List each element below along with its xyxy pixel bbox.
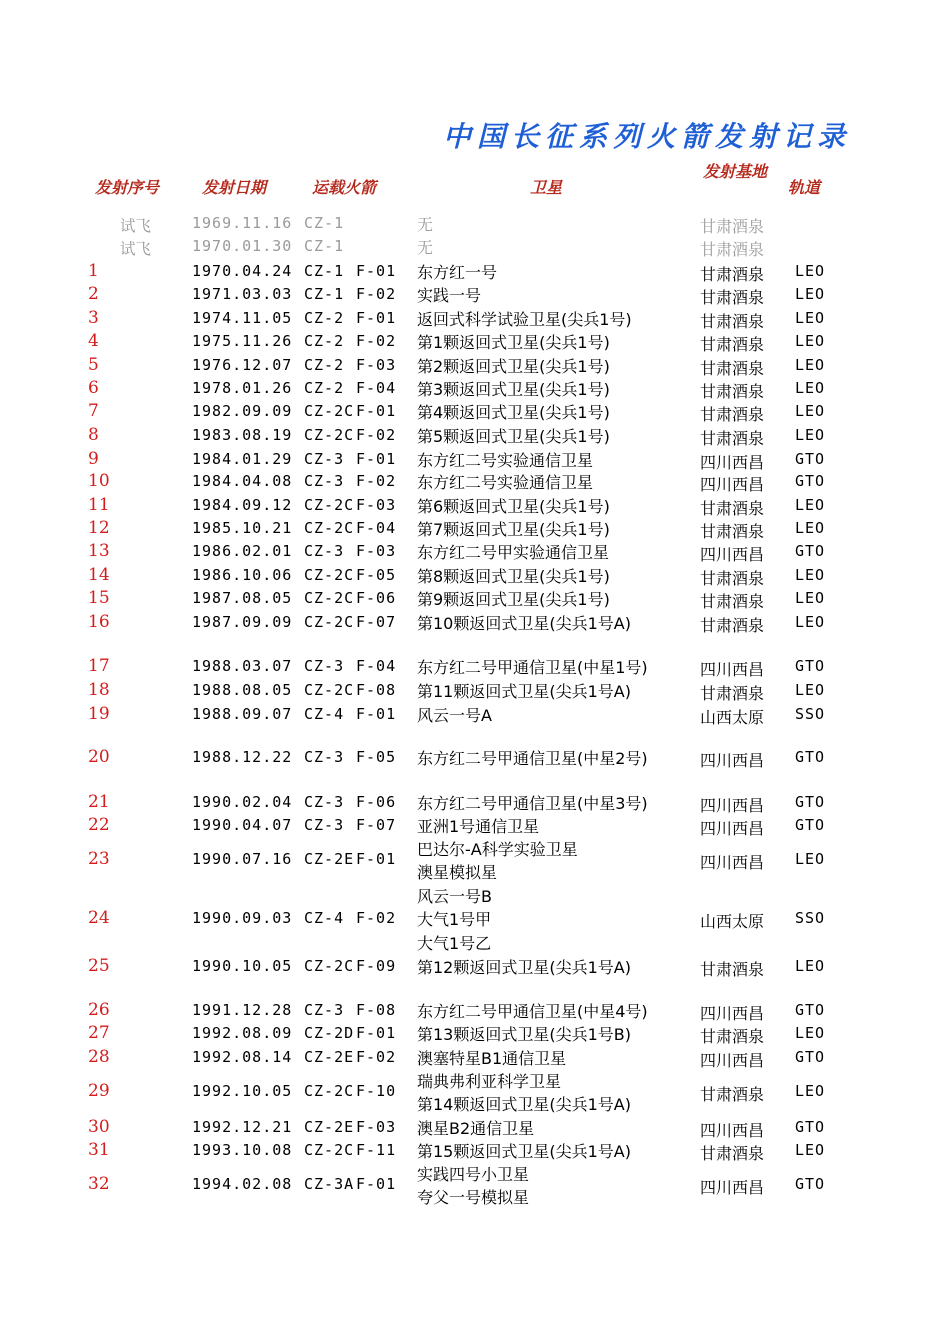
seq-cell: 27	[88, 1023, 110, 1043]
seq-cell: 20	[88, 747, 110, 767]
base-cell: 四川西昌	[700, 545, 765, 564]
header-satellite: 卫星	[530, 178, 563, 197]
rocket-cell: CZ-2E	[304, 1118, 355, 1136]
seq-cell: 5	[88, 355, 99, 375]
satellite-cell: 第10颗返回式卫星(尖兵1号A)	[417, 614, 631, 634]
seq-cell: 10	[88, 471, 110, 491]
date-cell: 1992.08.14	[192, 1048, 293, 1066]
satellite-cell: 风云一号B	[417, 887, 492, 907]
satellite-cell: 大气1号乙	[417, 933, 492, 953]
date-cell: 1974.11.05	[192, 309, 293, 327]
date-cell: 1992.10.05	[192, 1082, 293, 1100]
rocket-cell: CZ-4	[304, 705, 345, 723]
flight-cell: F-03	[356, 356, 397, 374]
flight-cell: F-06	[356, 793, 397, 811]
seq-cell: 8	[88, 425, 99, 445]
date-cell: 1990.10.05	[192, 957, 293, 975]
satellite-cell: 实践一号	[417, 286, 482, 306]
flight-cell: F-02	[356, 332, 397, 350]
satellite-cell: 东方红二号甲通信卫星(中星2号)	[417, 749, 648, 769]
base-cell: 甘肃酒泉	[700, 1144, 765, 1163]
orbit-cell: GTO	[795, 793, 826, 811]
base-cell: 甘肃酒泉	[700, 1085, 765, 1104]
header-rocket: 运载火箭	[312, 178, 377, 197]
flight-cell: F-01	[356, 1024, 397, 1042]
rocket-cell: CZ-3	[304, 657, 345, 675]
satellite-cell: 夸父一号模拟星	[417, 1188, 530, 1207]
rocket-cell: CZ-3A	[304, 1175, 355, 1193]
satellite-cell: 第14颗返回式卫星(尖兵1号A)	[417, 1095, 631, 1114]
rocket-cell: CZ-2	[304, 379, 345, 397]
base-cell: 甘肃酒泉	[700, 616, 765, 635]
flight-cell: F-01	[356, 450, 397, 468]
base-cell: 四川西昌	[700, 796, 765, 815]
orbit-cell: GTO	[795, 657, 826, 675]
rocket-cell: CZ-2D	[304, 1024, 355, 1042]
rocket-cell: CZ-2C	[304, 519, 355, 537]
orbit-cell: LEO	[795, 850, 826, 868]
rocket-cell: CZ-2C	[304, 1082, 355, 1100]
flight-cell: F-04	[356, 519, 397, 537]
base-cell: 甘肃酒泉	[700, 288, 765, 307]
base-cell: 甘肃酒泉	[700, 217, 765, 236]
seq-cell: 7	[88, 401, 99, 421]
flight-cell: F-02	[356, 1048, 397, 1066]
flight-cell: F-10	[356, 1082, 397, 1100]
seq-cell: 2	[88, 284, 99, 304]
base-cell: 四川西昌	[700, 1051, 765, 1070]
satellite-cell: 第4颗返回式卫星(尖兵1号)	[417, 403, 610, 423]
base-cell: 甘肃酒泉	[700, 592, 765, 611]
date-cell: 1988.08.05	[192, 681, 293, 699]
flight-cell: F-06	[356, 589, 397, 607]
seq-cell: 1	[88, 261, 99, 281]
date-cell: 1984.09.12	[192, 496, 293, 514]
seq-cell: 26	[88, 1000, 110, 1020]
date-cell: 1990.04.07	[192, 816, 293, 834]
flight-cell: F-05	[356, 748, 397, 766]
orbit-cell: GTO	[795, 1001, 826, 1019]
orbit-cell: LEO	[795, 566, 826, 584]
seq-cell: 17	[88, 656, 110, 676]
rocket-cell: CZ-1	[304, 262, 345, 280]
base-cell: 四川西昌	[700, 853, 765, 872]
satellite-cell: 澳塞特星B1通信卫星	[417, 1049, 567, 1069]
rocket-cell: CZ-2C	[304, 426, 355, 444]
date-cell: 1990.09.03	[192, 909, 293, 927]
orbit-cell: GTO	[795, 1048, 826, 1066]
rocket-cell: CZ-1	[304, 237, 345, 255]
flight-cell: F-01	[356, 850, 397, 868]
satellite-cell: 返回式科学试验卫星(尖兵1号)	[417, 310, 632, 330]
base-cell: 甘肃酒泉	[700, 359, 765, 378]
flight-cell: F-08	[356, 1001, 397, 1019]
rocket-cell: CZ-2	[304, 309, 345, 327]
seq-cell: 19	[88, 704, 110, 724]
flight-cell: F-04	[356, 379, 397, 397]
orbit-cell: LEO	[795, 589, 826, 607]
flight-cell: F-03	[356, 1118, 397, 1136]
orbit-cell: GTO	[795, 1118, 826, 1136]
flight-cell: F-05	[356, 566, 397, 584]
satellite-cell: 第6颗返回式卫星(尖兵1号)	[417, 497, 610, 517]
flight-cell: F-01	[356, 1175, 397, 1193]
date-cell: 1970.04.24	[192, 262, 293, 280]
seq-cell: 22	[88, 815, 110, 835]
base-cell: 甘肃酒泉	[700, 684, 765, 703]
flight-cell: F-02	[356, 909, 397, 927]
satellite-cell: 第11颗返回式卫星(尖兵1号A)	[417, 682, 631, 702]
date-cell: 1987.09.09	[192, 613, 293, 631]
rocket-cell: CZ-2C	[304, 957, 355, 975]
orbit-cell: GTO	[795, 450, 826, 468]
satellite-cell: 瑞典弗利亚科学卫星	[417, 1071, 562, 1091]
satellite-cell: 东方红二号实验通信卫星	[417, 473, 594, 493]
date-cell: 1991.12.28	[192, 1001, 293, 1019]
flight-cell: F-03	[356, 542, 397, 560]
base-cell: 甘肃酒泉	[700, 429, 765, 448]
seq-cell: 13	[88, 541, 110, 561]
satellite-cell: 第1颗返回式卫星(尖兵1号)	[417, 333, 610, 353]
seq-cell: 25	[88, 956, 110, 976]
satellite-cell: 东方红二号甲通信卫星(中星4号)	[417, 1002, 648, 1022]
seq-cell: 4	[88, 331, 99, 351]
orbit-cell: LEO	[795, 262, 826, 280]
flight-cell: F-09	[356, 957, 397, 975]
flight-cell: F-03	[356, 496, 397, 514]
satellite-cell: 亚洲1号通信卫星	[417, 817, 540, 837]
seq-cell: 31	[88, 1140, 110, 1160]
rocket-cell: CZ-3	[304, 816, 345, 834]
satellite-cell: 第5颗返回式卫星(尖兵1号)	[417, 427, 610, 447]
base-cell: 甘肃酒泉	[700, 382, 765, 401]
satellite-cell: 东方红二号甲通信卫星(中星3号)	[417, 794, 648, 814]
orbit-cell: SSO	[795, 705, 826, 723]
seq-cell: 试飞	[120, 217, 152, 235]
date-cell: 1982.09.09	[192, 402, 293, 420]
base-cell: 四川西昌	[700, 751, 765, 770]
flight-cell: F-04	[356, 657, 397, 675]
base-cell: 山西太原	[700, 708, 765, 727]
seq-cell: 15	[88, 588, 110, 608]
rocket-cell: CZ-2C	[304, 566, 355, 584]
rocket-cell: CZ-1	[304, 285, 345, 303]
flight-cell: F-02	[356, 426, 397, 444]
seq-cell: 32	[88, 1174, 110, 1194]
header-orbit: 轨道	[788, 178, 821, 197]
seq-cell: 29	[88, 1081, 110, 1101]
orbit-cell: LEO	[795, 285, 826, 303]
rocket-cell: CZ-2C	[304, 613, 355, 631]
satellite-cell: 第9颗返回式卫星(尖兵1号)	[417, 590, 610, 610]
base-cell: 四川西昌	[700, 819, 765, 838]
orbit-cell: LEO	[795, 957, 826, 975]
rocket-cell: CZ-2C	[304, 402, 355, 420]
orbit-cell: GTO	[795, 542, 826, 560]
satellite-cell: 第2颗返回式卫星(尖兵1号)	[417, 357, 610, 377]
satellite-cell: 无	[417, 238, 434, 258]
date-cell: 1986.10.06	[192, 566, 293, 584]
satellite-cell: 实践四号小卫星	[417, 1164, 530, 1184]
satellite-cell: 无	[417, 215, 434, 235]
seq-cell: 11	[88, 495, 110, 515]
rocket-cell: CZ-4	[304, 909, 345, 927]
satellite-cell: 东方红二号甲通信卫星(中星1号)	[417, 658, 648, 678]
orbit-cell: GTO	[795, 748, 826, 766]
satellite-cell: 东方红一号	[417, 263, 498, 283]
base-cell: 四川西昌	[700, 1178, 765, 1197]
base-cell: 四川西昌	[700, 453, 765, 472]
header-date: 发射日期	[202, 178, 267, 197]
date-cell: 1971.03.03	[192, 285, 293, 303]
base-cell: 四川西昌	[700, 660, 765, 679]
seq-cell: 28	[88, 1047, 110, 1067]
orbit-cell: LEO	[795, 426, 826, 444]
orbit-cell: LEO	[795, 681, 826, 699]
seq-cell: 12	[88, 518, 110, 538]
satellite-cell: 澳星模拟星	[417, 863, 498, 882]
base-cell: 甘肃酒泉	[700, 569, 765, 588]
flight-cell: F-02	[356, 285, 397, 303]
rocket-cell: CZ-3	[304, 450, 345, 468]
rocket-cell: CZ-1	[304, 214, 345, 232]
rocket-cell: CZ-3	[304, 472, 345, 490]
base-cell: 四川西昌	[700, 475, 765, 494]
flight-cell: F-01	[356, 262, 397, 280]
header-seq: 发射序号	[95, 178, 160, 197]
seq-cell: 23	[88, 849, 110, 869]
orbit-cell: LEO	[795, 356, 826, 374]
satellite-cell: 第12颗返回式卫星(尖兵1号A)	[417, 958, 631, 978]
base-cell: 甘肃酒泉	[700, 960, 765, 979]
satellite-cell: 第3颗返回式卫星(尖兵1号)	[417, 380, 610, 400]
orbit-cell: LEO	[795, 309, 826, 327]
satellite-cell: 风云一号A	[417, 706, 492, 726]
date-cell: 1970.01.30	[192, 237, 293, 255]
date-cell: 1990.02.04	[192, 793, 293, 811]
orbit-cell: LEO	[795, 519, 826, 537]
satellite-cell: 第7颗返回式卫星(尖兵1号)	[417, 520, 610, 540]
rocket-cell: CZ-2E	[304, 850, 355, 868]
orbit-cell: GTO	[795, 1175, 826, 1193]
seq-cell: 9	[88, 449, 99, 469]
satellite-cell: 第13颗返回式卫星(尖兵1号B)	[417, 1025, 632, 1045]
satellite-cell: 澳星B2通信卫星	[417, 1119, 535, 1139]
base-cell: 山西太原	[700, 912, 765, 931]
flight-cell: F-08	[356, 681, 397, 699]
rocket-cell: CZ-2	[304, 356, 345, 374]
rocket-cell: CZ-2C	[304, 496, 355, 514]
seq-cell: 18	[88, 680, 110, 700]
flight-cell: F-01	[356, 309, 397, 327]
orbit-cell: LEO	[795, 496, 826, 514]
orbit-cell: LEO	[795, 402, 826, 420]
flight-cell: F-01	[356, 402, 397, 420]
seq-cell: 24	[88, 908, 110, 928]
satellite-cell: 大气1号甲	[417, 910, 492, 930]
flight-cell: F-07	[356, 816, 397, 834]
base-cell: 甘肃酒泉	[700, 1027, 765, 1046]
orbit-cell: LEO	[795, 1141, 826, 1159]
rocket-cell: CZ-3	[304, 793, 345, 811]
date-cell: 1993.10.08	[192, 1141, 293, 1159]
flight-cell: F-07	[356, 613, 397, 631]
seq-cell: 14	[88, 565, 110, 585]
date-cell: 1969.11.16	[192, 214, 293, 232]
date-cell: 1988.03.07	[192, 657, 293, 675]
rocket-cell: CZ-2C	[304, 1141, 355, 1159]
orbit-cell: GTO	[795, 472, 826, 490]
base-cell: 甘肃酒泉	[700, 335, 765, 354]
orbit-cell: LEO	[795, 1082, 826, 1100]
satellite-cell: 第15颗返回式卫星(尖兵1号A)	[417, 1142, 631, 1162]
date-cell: 1990.07.16	[192, 850, 293, 868]
date-cell: 1985.10.21	[192, 519, 293, 537]
satellite-cell: 东方红二号甲实验通信卫星	[417, 543, 610, 563]
orbit-cell: LEO	[795, 379, 826, 397]
base-cell: 甘肃酒泉	[700, 499, 765, 518]
date-cell: 1975.11.26	[192, 332, 293, 350]
base-cell: 甘肃酒泉	[700, 265, 765, 284]
flight-cell: F-02	[356, 472, 397, 490]
page-title: 中国长征系列火箭发射记录	[443, 120, 852, 153]
base-cell: 四川西昌	[700, 1121, 765, 1140]
date-cell: 1988.12.22	[192, 748, 293, 766]
seq-cell: 21	[88, 792, 110, 812]
date-cell: 1978.01.26	[192, 379, 293, 397]
date-cell: 1992.08.09	[192, 1024, 293, 1042]
date-cell: 1994.02.08	[192, 1175, 293, 1193]
orbit-cell: LEO	[795, 613, 826, 631]
orbit-cell: LEO	[795, 1024, 826, 1042]
date-cell: 1988.09.07	[192, 705, 293, 723]
rocket-cell: CZ-2	[304, 332, 345, 350]
seq-cell: 30	[88, 1117, 110, 1137]
date-cell: 1992.12.21	[192, 1118, 293, 1136]
flight-cell: F-01	[356, 705, 397, 723]
date-cell: 1976.12.07	[192, 356, 293, 374]
flight-cell: F-11	[356, 1141, 397, 1159]
rocket-cell: CZ-2E	[304, 1048, 355, 1066]
orbit-cell: LEO	[795, 332, 826, 350]
header-base: 发射基地	[702, 162, 767, 181]
seq-cell: 试飞	[120, 240, 152, 258]
rocket-cell: CZ-3	[304, 542, 345, 560]
rocket-cell: CZ-2C	[304, 681, 355, 699]
satellite-cell: 第8颗返回式卫星(尖兵1号)	[417, 567, 610, 587]
date-cell: 1984.01.29	[192, 450, 293, 468]
base-cell: 甘肃酒泉	[700, 240, 765, 259]
date-cell: 1983.08.19	[192, 426, 293, 444]
date-cell: 1987.08.05	[192, 589, 293, 607]
orbit-cell: SSO	[795, 909, 826, 927]
orbit-cell: GTO	[795, 816, 826, 834]
date-cell: 1986.02.01	[192, 542, 293, 560]
satellite-cell: 东方红二号实验通信卫星	[417, 451, 594, 471]
rocket-cell: CZ-3	[304, 1001, 345, 1019]
base-cell: 甘肃酒泉	[700, 405, 765, 424]
base-cell: 甘肃酒泉	[700, 312, 765, 331]
seq-cell: 3	[88, 308, 99, 328]
base-cell: 四川西昌	[700, 1004, 765, 1023]
rocket-cell: CZ-2C	[304, 589, 355, 607]
rocket-cell: CZ-3	[304, 748, 345, 766]
base-cell: 甘肃酒泉	[700, 522, 765, 541]
seq-cell: 6	[88, 378, 99, 398]
date-cell: 1984.04.08	[192, 472, 293, 490]
satellite-cell: 巴达尔-A科学实验卫星	[417, 839, 578, 859]
seq-cell: 16	[88, 612, 110, 632]
